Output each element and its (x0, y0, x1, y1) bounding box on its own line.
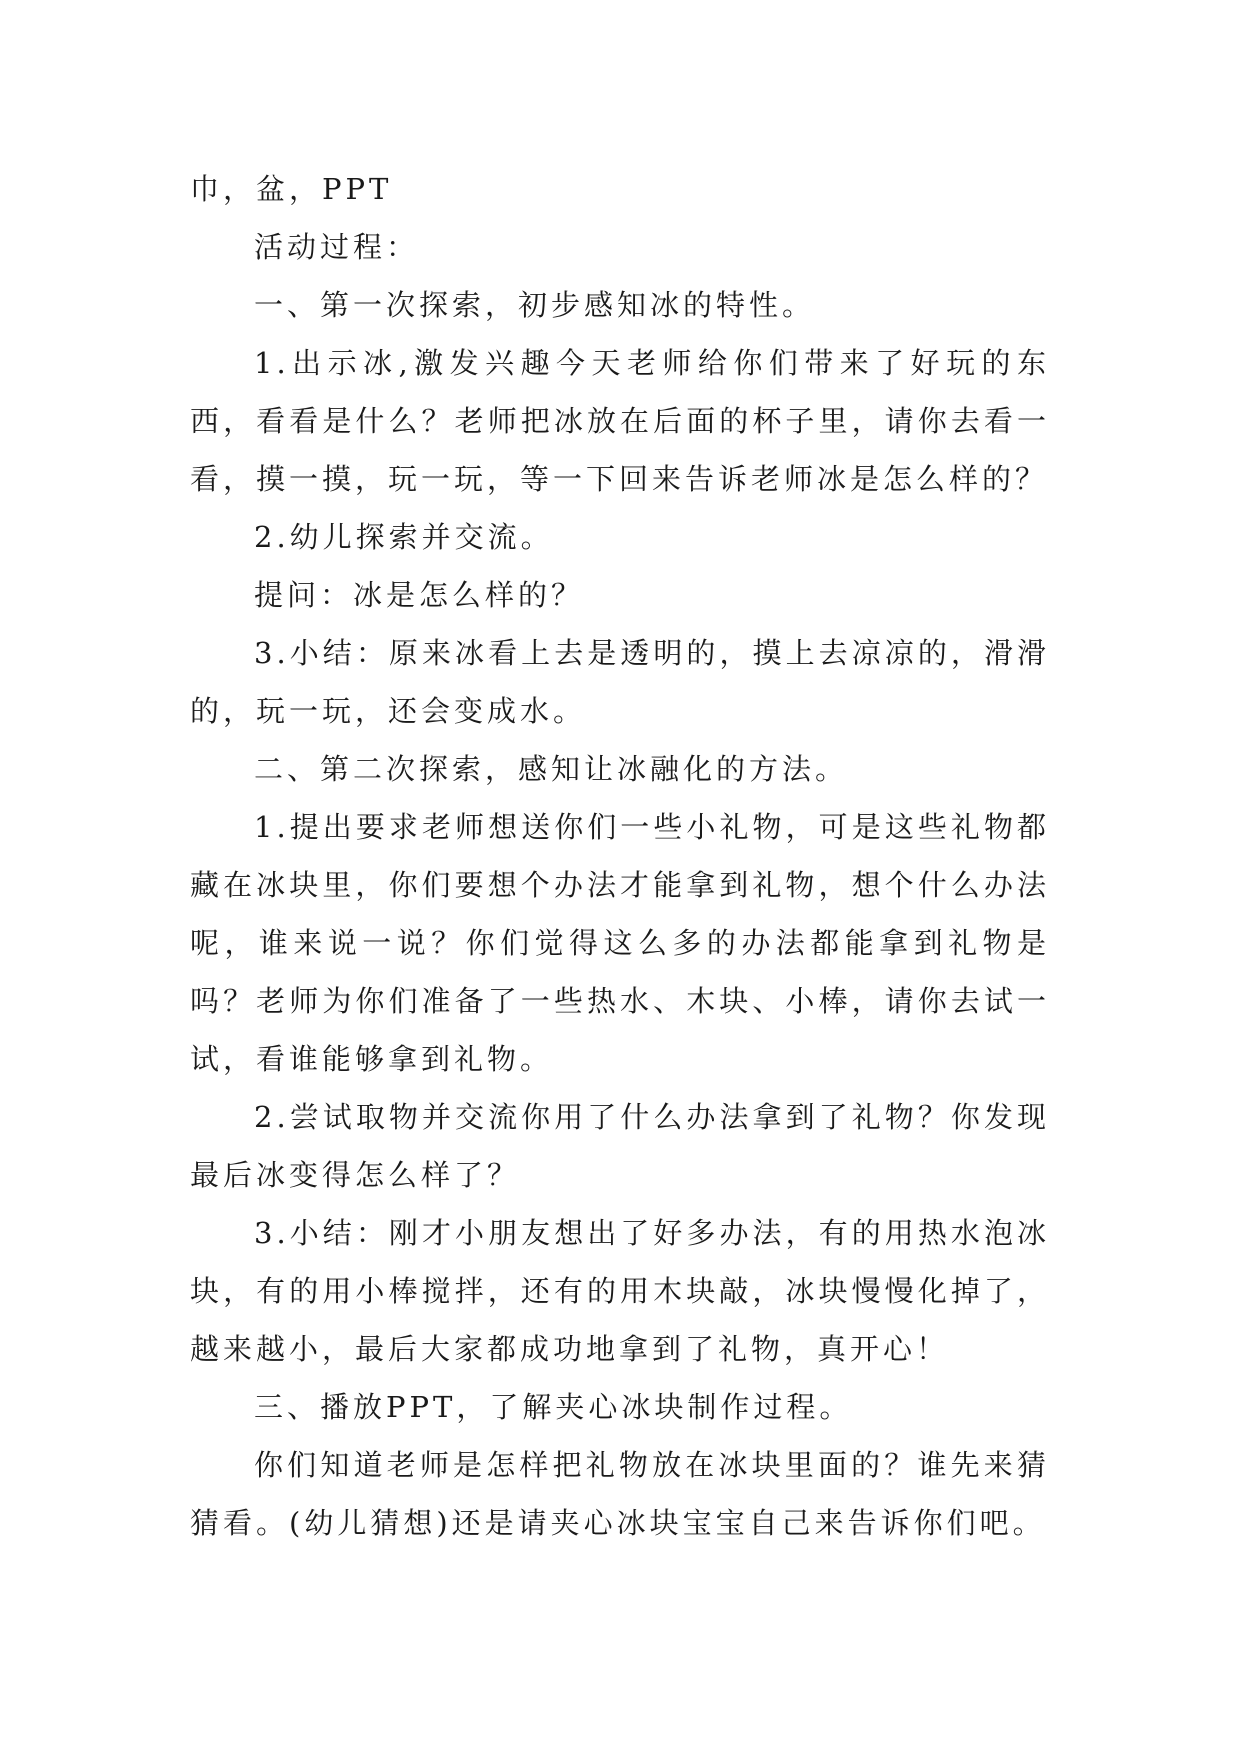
document-body (190, 160, 1050, 1552)
paragraph-materials: 巾，盆，PPT (190, 172, 393, 206)
section-heading-second-exploration: 二、第二次探索，感知让冰融化的方法。 (254, 752, 849, 786)
paragraph-child-explore: 2.幼儿探索并交流。 (254, 520, 554, 554)
paragraph-try-retrieve: 2.尝试取物并交流你用了什么办法拿到了礼物？你发现最后冰变得怎么样了？ (190, 1100, 1050, 1192)
paragraph-show-ice: 1.出示冰,激发兴趣今天老师给你们带来了好玩的东西，看看是什么？老师把冰放在后面的杯子里，请你去看一看，摸一摸，玩一玩，等一下回来告诉老师冰是怎么样的？ (190, 346, 1050, 496)
paragraph-summary-2: 3.小结：刚才小朋友想出了好多办法，有的用热水泡冰块，有的用小棒搅拌，还有的用木块敲，冰块慢慢化掉了，越来越小，最后大家都成功地拿到了礼物，真开心！ (190, 1216, 1050, 1366)
paragraph-requirement: 1.提出要求老师想送你们一些小礼物，可是这些礼物都藏在冰块里，你们要想个办法才能拿到礼物，想个什么办法呢，谁来说一说？你们觉得这么多的办法都能拿到礼物是吗？老师为你们准备了一些热水、木块、小棒，请你去试一试，看谁能够拿到礼物。 (190, 810, 1050, 1076)
section-heading-process: 活动过程： (254, 230, 420, 264)
section-heading-ppt: 三、播放PPT，了解夹心冰块制作过程。 (254, 1390, 853, 1424)
paragraph-guess: 你们知道老师是怎样把礼物放在冰块里面的？谁先来猜猜看。(幼儿猜想)还是请夹心冰块宝宝自己来告诉你们吧。 (190, 1448, 1050, 1540)
section-heading-first-exploration: 一、第一次探索，初步感知冰的特性。 (254, 288, 816, 322)
paragraph-question: 提问：冰是怎么样的？ (254, 578, 585, 612)
paragraph-summary-1: 3.小结：原来冰看上去是透明的，摸上去凉凉的，滑滑的，玩一玩，还会变成水。 (190, 636, 1050, 728)
